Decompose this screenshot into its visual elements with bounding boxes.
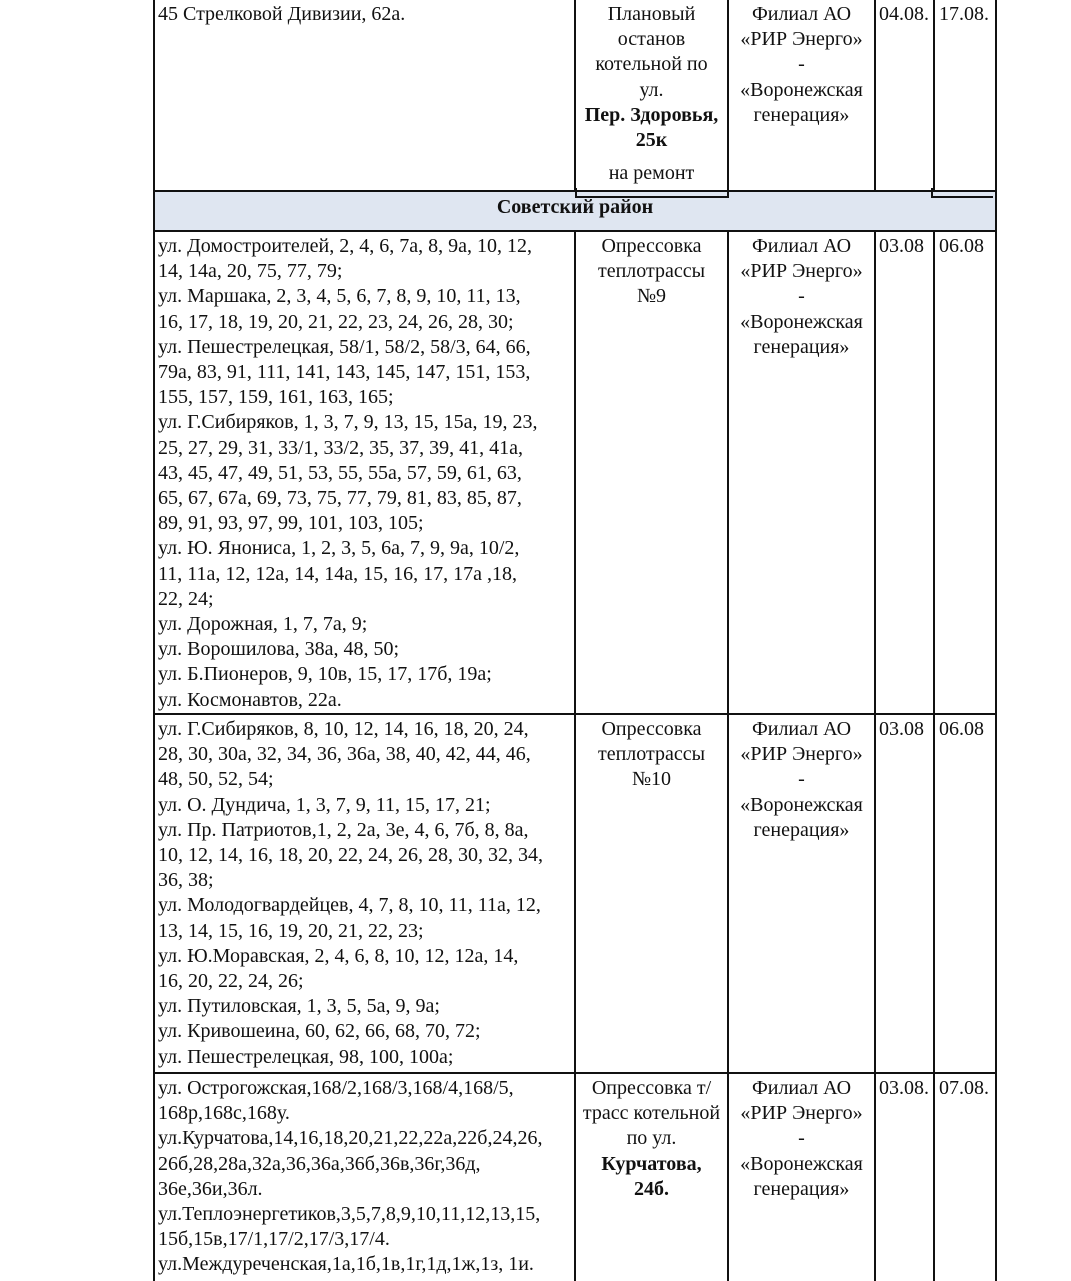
work-line: Опрессовка [601,235,702,257]
org-line: «РИР Энерго» [740,743,863,766]
org-line: Филиал АО [751,718,852,740]
start-date-cell [876,232,935,713]
work-line: теплотрассы [597,260,706,283]
address-line: 48, 50, 52, 54; [158,768,274,791]
address-line: 25, 27, 29, 31, 33/1, 33/2, 35, 37, 39, 41, 41а, [158,436,523,459]
address-line: ул. Острогожская,168/2,168/3,168/4,168/5, [158,1077,514,1099]
start-date: 03.08 [879,235,924,257]
org-line: «Воронежская [740,793,863,816]
org-line: генерация» [753,818,850,841]
address-line: 14, 14а, 20, 75, 77, 79; [158,260,343,283]
address-line: ул. Ю. Янониса, 1, 2, 3, 5, 6а, 7, 9, 9а, 10/2, [158,537,520,560]
table-row [155,232,995,715]
address-line: ул. Космонавтов, 22а. [158,688,342,711]
end-date-cell [935,715,991,1072]
org-line: - [798,768,805,791]
start-date: 03.08 [879,718,924,740]
address-line: 79а, 83, 91, 111, 141, 143, 145, 147, 151, 153, [158,361,531,384]
start-date: 04.08. [879,3,929,25]
table-row-top [155,0,995,190]
address-line: ул. О. Дундича, 1, 3, 7, 9, 11, 15, 17, 21; [158,793,491,816]
address-line: ул. Молодогвардейцев, 4, 7, 8, 10, 11, 11а, 12, [158,894,541,917]
address-line: 13, 14, 15, 16, 19, 20, 21, 22, 23; [158,919,424,942]
address-line: 16, 17, 18, 19, 20, 21, 22, 23, 24, 26, 28, 30; [158,310,514,333]
end-date-cell [935,1074,991,1281]
address-line: 11, 11а, 12, 12а, 14, 14а, 15, 16, 17, 17а ,18, [158,562,518,585]
org-line: «РИР Энерго» [740,28,863,51]
address-cell [155,1074,576,1281]
work-line: котельной по [595,53,708,76]
org-line: «Воронежская [740,78,863,101]
work-line: по ул. [626,1127,677,1150]
end-date: 06.08 [939,718,984,740]
organization-cell [729,0,876,190]
address-line: 10, 12, 14, 16, 18, 20, 22, 24, 26, 28, 30, 32, 34, [158,844,543,867]
address-line: ул. Пр. Патриотов,1, 2, 2а, 3е, 4, 6, 7б, 8, 8а, [158,818,529,841]
work-bold-line: 24б. [634,1177,669,1200]
org-line: Филиал АО [751,1077,852,1099]
work-cell [576,0,729,190]
work-cell [576,715,729,1072]
work-line: Опрессовка т/ [591,1077,712,1099]
address-line: ул. Б.Пионеров, 9, 10в, 15, 17, 17б, 19а; [158,663,492,686]
org-line: «Воронежская [740,1152,863,1175]
organization-cell [729,1074,876,1281]
address-line: 168р,168с,168у. [158,1102,290,1125]
address-line: 26б,28,28а,32а,36,36а,36б,36в,36г,36д, [158,1152,481,1175]
organization-cell [729,232,876,713]
address-line: ул. Пешестрелецкая, 98, 100, 100а; [158,1045,454,1068]
work-line: трасс котельной [582,1102,721,1125]
org-line: генерация» [753,335,850,358]
start-date-cell [876,715,935,1072]
work-line: №9 [636,285,667,308]
work-tail: на ремонт [608,162,695,185]
address-line: 36, 38; [158,869,214,892]
address-line: 16, 20, 22, 24, 26; [158,970,304,993]
address-line: ул. Путиловская, 1, 3, 5, 5а, 9, 9а; [158,995,440,1018]
address-line: 22, 24; [158,587,214,610]
address-line: ул. Г.Сибиряков, 1, 3, 7, 9, 13, 15, 15а, 19, 23, [158,411,538,434]
work-line: останов [617,28,686,51]
end-date-cell [935,232,991,713]
border-overhang [931,188,993,198]
address-line: ул. Маршака, 2, 3, 4, 5, 6, 7, 8, 9, 10, 11, 13, [158,285,521,308]
address-line: ул. Дорожная, 1, 7, 7а, 9; [158,613,368,636]
organization-cell [729,715,876,1072]
address-cell [155,0,576,190]
address-line: 43, 45, 47, 49, 51, 53, 55, 55а, 57, 59, 61, 63, [158,461,522,484]
start-date-cell [876,0,935,190]
end-date-cell [935,0,991,190]
address-line: ул.Курчатова,14,16,18,20,21,22,22а,22б,24,26, [158,1127,543,1150]
address-line: 89, 91, 93, 97, 99, 101, 103, 105; [158,512,424,535]
address-line: ул.Теплоэнергетиков,3,5,7,8,9,10,11,12,13,15, [158,1203,541,1226]
org-line: - [798,285,805,308]
work-cell [576,232,729,713]
address-line: 36е,36и,36л. [158,1177,263,1200]
work-bold-line: Пер. Здоровья, [584,103,719,126]
org-line: генерация» [753,1177,850,1200]
org-line: Филиал АО [751,3,852,25]
org-line: «РИР Энерго» [740,1102,863,1125]
end-date: 17.08. [939,3,989,25]
address-line: ул. Домостроителей, 2, 4, 6, 7а, 8, 9а, 10, 12, [158,235,533,257]
table-row [155,715,995,1074]
address-line: 45 Стрелковой Дивизии, 62а. [158,3,406,25]
address-line: ул. Ю.Моравская, 2, 4, 6, 8, 10, 12, 12а, 14, [158,944,519,967]
address-line: 65, 67, 67а, 69, 73, 75, 77, 79, 81, 83, 85, 87, [158,487,522,510]
org-line: Филиал АО [751,235,852,257]
work-line: теплотрассы [597,743,706,766]
end-date: 06.08 [939,235,984,257]
address-cell [155,232,576,713]
org-line: «РИР Энерго» [740,260,863,283]
work-bold-line: 25к [635,129,668,152]
address-line: ул. Г.Сибиряков, 8, 10, 12, 14, 16, 18, 20, 24, [158,718,529,740]
address-line: ул.Междуреченская,1а,1б,1в,1г,1д,1ж,1з, 1и. [158,1253,534,1276]
address-line: ул. Кривошеина, 60, 62, 66, 68, 70, 72; [158,1020,481,1043]
work-cell [576,1074,729,1281]
work-line: Опрессовка [601,718,702,740]
end-date: 07.08. [939,1077,989,1099]
address-line: ул. Пешестрелецкая, 58/1, 58/2, 58/3, 64, 66, [158,335,531,358]
org-line: - [798,1127,805,1150]
address-line: 28, 30, 30а, 32, 34, 36, 36а, 38, 40, 42, 44, 46, [158,743,531,766]
address-line: 15б,15в,17/1,17/2,17/3,17/4. [158,1228,390,1251]
table-row [155,1074,995,1281]
work-line: ул. [639,78,664,101]
org-line: - [798,53,805,76]
work-bold-line: Курчатова, [601,1152,702,1175]
work-line: №10 [631,768,672,791]
address-line: ул. Ворошилова, 38а, 48, 50; [158,638,400,661]
border-overhang [575,188,729,198]
work-line: Плановый [607,3,696,25]
address-cell [155,715,576,1072]
org-line: генерация» [753,103,850,126]
start-date-cell [876,1074,935,1281]
district-title: Советский район [496,196,654,218]
org-line: «Воронежская [740,310,863,333]
address-line: 155, 157, 159, 161, 163, 165; [158,386,394,409]
start-date: 03.08. [879,1077,929,1099]
